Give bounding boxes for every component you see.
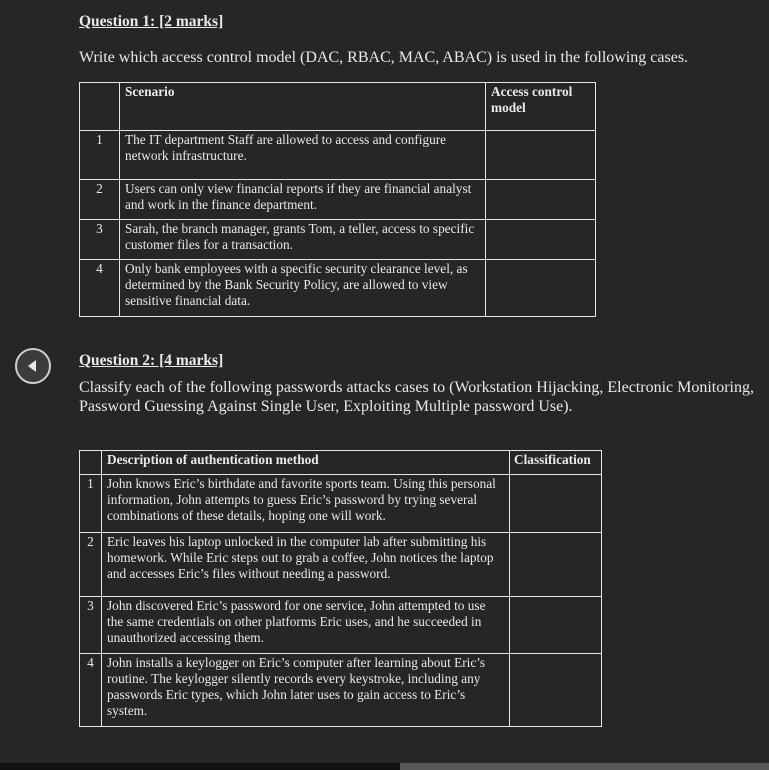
access-control-table — [79, 82, 596, 317]
table-row — [80, 475, 602, 533]
model-answer-cell[interactable] — [486, 220, 596, 260]
scenario-header: Scenario — [120, 83, 486, 131]
description-cell: John installs a keylogger on Eric’s computer after learning about Eric’s routine. The keylogger silently records every keystroke, including any passwords Eric types, which John later uses to gain access to Eric’s system. — [102, 654, 510, 727]
table-row — [80, 260, 596, 317]
row-number: 1 — [80, 475, 102, 533]
number-header — [80, 83, 120, 131]
triangle-left-icon — [25, 358, 41, 374]
row-number: 4 — [80, 260, 120, 317]
table-row — [80, 220, 596, 260]
question-2-heading: Question 2: [4 marks] — [79, 352, 224, 369]
description-header: Description of authentication method — [102, 451, 510, 475]
number-header — [80, 451, 102, 475]
table-row — [80, 597, 602, 654]
model-answer-cell[interactable] — [486, 180, 596, 220]
classification-answer-cell[interactable] — [510, 475, 602, 533]
row-number: 1 — [80, 131, 120, 180]
scenario-cell: The IT department Staff are allowed to access and configure network infrastructure. — [120, 131, 486, 180]
row-number: 2 — [80, 533, 102, 597]
description-cell: Eric leaves his laptop unlocked in the computer lab after submitting his homework. While Eric steps out to grab a coffee, John notices the laptop and accesses Eric’s files without needing a password. — [102, 533, 510, 597]
back-button[interactable] — [15, 348, 51, 384]
classification-header: Classification — [510, 451, 602, 475]
scroll-track[interactable] — [400, 763, 769, 770]
table-row — [80, 533, 602, 597]
table-row — [80, 180, 596, 220]
description-cell: John knows Eric’s birthdate and favorite sports team. Using this personal information, John attempts to guess Eric’s password by trying several combinations of these details, hoping one will work. — [102, 475, 510, 533]
table-row — [80, 131, 596, 180]
scenario-cell: Users can only view financial reports if they are financial analyst and work in the finance department. — [120, 180, 486, 220]
access-control-model-header: Access control model — [486, 83, 596, 131]
question-2-prompt: Classify each of the following passwords attacks cases to (Workstation Hijacking, Electronic Monitoring, Password Guessing Against Single User, Exploiting Multiple password Use). — [79, 379, 754, 415]
row-number: 3 — [80, 220, 120, 260]
classification-answer-cell[interactable] — [510, 533, 602, 597]
model-answer-cell[interactable] — [486, 131, 596, 180]
table-row — [80, 654, 602, 727]
question-1-prompt: Write which access control model (DAC, RBAC, MAC, ABAC) is used in the following cases. — [79, 49, 689, 66]
row-number: 2 — [80, 180, 120, 220]
row-number: 4 — [80, 654, 102, 727]
password-attacks-table — [79, 450, 602, 727]
classification-answer-cell[interactable] — [510, 597, 602, 654]
description-cell: John discovered Eric’s password for one service, John attempted to use the same credentials on other platforms Eric uses, and he succeeded in unauthorized accessing them. — [102, 597, 510, 654]
classification-answer-cell[interactable] — [510, 654, 602, 727]
question-1-heading: Question 1: [2 marks] — [79, 13, 224, 30]
model-answer-cell[interactable] — [486, 260, 596, 317]
table-header-row — [80, 83, 596, 131]
table-header-row — [80, 451, 602, 475]
bottom-bar — [0, 763, 400, 770]
scenario-cell: Sarah, the branch manager, grants Tom, a teller, access to specific customer files for a transaction. — [120, 220, 486, 260]
scenario-cell: Only bank employees with a specific security clearance level, as determined by the Bank Security Policy, are allowed to view sensitive financial data. — [120, 260, 486, 317]
row-number: 3 — [80, 597, 102, 654]
